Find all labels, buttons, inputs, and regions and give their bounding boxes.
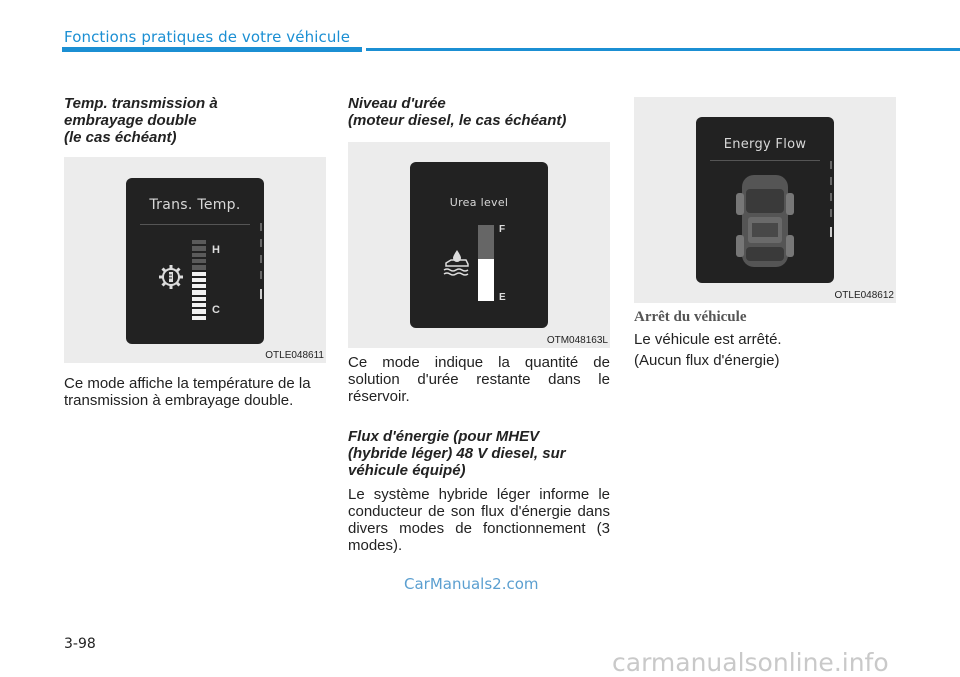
- screen-title: Urea level: [449, 196, 509, 209]
- gauge-low-label: C: [212, 304, 220, 316]
- gauge-segment: [192, 253, 206, 257]
- gauge-segment: [192, 303, 206, 307]
- heading-line: Flux d'énergie (pour MHEV: [348, 428, 540, 445]
- cluster-screen: [696, 117, 834, 283]
- gauge-segment: [192, 272, 206, 276]
- heading-line: (le cas échéant): [64, 129, 177, 146]
- cluster-screen: [410, 162, 548, 328]
- screen-divider: [140, 224, 250, 225]
- temperature-gauge: [192, 240, 206, 322]
- heading-line: (moteur diesel, le cas échéant): [348, 112, 567, 129]
- paragraph-urea-level: Ce mode indique la quantité de solution d'urée restante dans le réservoir.: [348, 354, 610, 405]
- subheading-vehicle-stopped: Arrêt du véhicule: [634, 309, 747, 325]
- gauge-segment: [192, 284, 206, 288]
- heading-transmission-temp: [64, 95, 326, 146]
- gauge-full-label: F: [499, 224, 506, 235]
- heading-urea-level: [348, 95, 610, 129]
- tick-active: [830, 227, 832, 237]
- urea-gauge-fill: [478, 259, 494, 301]
- transmission-temperature-icon: [158, 264, 184, 290]
- gauge-segment: [192, 278, 206, 282]
- tick: [830, 177, 832, 185]
- urea-fluid-icon: [442, 248, 472, 276]
- urea-gauge-track: [478, 225, 494, 301]
- heading-energy-flow: [348, 428, 610, 479]
- screen-divider: [710, 160, 820, 161]
- screen-title: Energy Flow: [723, 137, 807, 152]
- figure-caption: OTLE048611: [265, 350, 324, 361]
- gauge-segment: [192, 297, 206, 301]
- paragraph-no-energy-flow: (Aucun flux d'énergie): [634, 352, 780, 369]
- paragraph-energy-flow: Le système hybride léger informe le conducteur de son flux d'énergie dans divers modes de fonctionnement (3 modes).: [348, 486, 610, 554]
- tick: [260, 255, 262, 263]
- gauge-segment: [192, 290, 206, 294]
- figure-urea-level: [348, 142, 610, 348]
- gauge-segment: [192, 309, 206, 313]
- header-rule-thick: [62, 47, 362, 52]
- heading-line: véhicule équipé): [348, 462, 466, 479]
- tick: [260, 223, 262, 231]
- section-title: Fonctions pratiques de votre véhicule: [64, 28, 351, 46]
- tick: [830, 209, 832, 217]
- heading-line: embrayage double: [64, 112, 197, 129]
- page-number: 3-98: [64, 636, 96, 652]
- gauge-segment: [192, 316, 206, 320]
- gauge-empty-label: E: [499, 292, 506, 303]
- vehicle-topview-icon: [736, 171, 794, 271]
- gauge-segment: [192, 240, 206, 244]
- figure-energy-flow: [634, 97, 896, 303]
- tick: [260, 239, 262, 247]
- figure-caption: OTLE048612: [834, 290, 894, 301]
- header-rule-thin: [366, 48, 960, 51]
- gauge-segment: [192, 265, 206, 269]
- gauge-high-label: H: [212, 244, 220, 256]
- heading-line: (hybride léger) 48 V diesel, sur: [348, 445, 566, 462]
- tick: [830, 193, 832, 201]
- figure-caption: OTM048163L: [546, 335, 608, 346]
- paragraph-vehicle-stopped: Le véhicule est arrêté.: [634, 331, 782, 348]
- footer-watermark: carmanualsonline.info: [612, 648, 889, 677]
- gauge-segment: [192, 246, 206, 250]
- heading-line: Temp. transmission à: [64, 95, 218, 112]
- watermark-carmanuals2: CarManuals2.com: [404, 575, 539, 593]
- tick: [260, 271, 262, 279]
- screen-title: Trans. Temp.: [149, 197, 241, 213]
- cluster-screen: [126, 178, 264, 344]
- figure-transmission-temp: [64, 157, 326, 363]
- tick: [830, 161, 832, 169]
- paragraph-transmission-temp: Ce mode affiche la température de la transmission à embrayage double.: [64, 375, 311, 409]
- heading-line: Niveau d'urée: [348, 95, 446, 112]
- tick-active: [260, 289, 262, 299]
- gauge-segment: [192, 259, 206, 263]
